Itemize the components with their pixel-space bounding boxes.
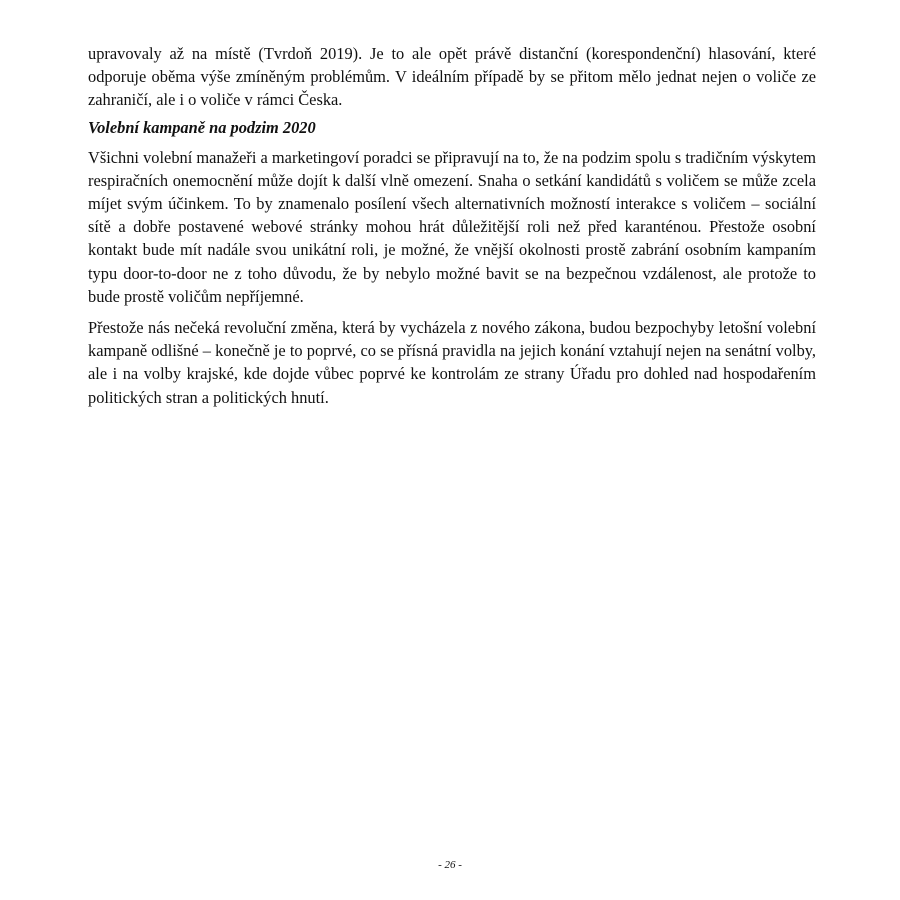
text-column: [88, 42, 816, 409]
paragraph-campaign-rules: Přestože nás nečeká revoluční změna, která by vycházela z nového zákona, budou bezpochyby letošní volební kampaně odlišné – konečně je to poprvé, co se přísná pravidla na jejich konání vztahují nejen na senátní volby, ale i na volby krajské, kde dojde vůbec poprvé ke kontrolám ze strany Úřadu pro dohled nad hospodařením politických stran a politických hnutí.: [88, 318, 816, 407]
paragraph-continued: upravovaly až na místě (Tvrdoň 2019). Je to ale opět právě distanční (korespondenční) hlasování, které odporuje oběma výše zmíněným problémům. V ideálním případě by se přitom mělo jednat nejen o voliče ze zahraničí, ale i o voliče v rámci Česka.: [88, 44, 816, 110]
section-heading: Volební kampaně na podzim 2020: [88, 117, 316, 137]
page-number: - 26 -: [438, 859, 462, 871]
paragraph-campaign-preparation: Všichni volební manažeři a marketingoví poradci se připravují na to, že na podzim spolu s tradičním výskytem respiračních onemocnění může dojít k další vlně omezení. Snaha o setkání kandidátů s voličem se může zcela míjet svým účinkem. To by znamenalo posílení všech alternativních možností interakce s voličem – sociální sítě a dobře postavené webové stránky mohou hrát důležitější roli než před karanténou. Přestože osobní kontakt bude mít nadále svou unikátní roli, je možné, že vnější okolnosti prostě zabrání osobním kampaním typu door-to-door ne z toho důvodu, že by nebylo možné bavit se na bezpečnou vzdálenost, ale protože to bude prostě voličům nepříjemné.: [88, 147, 816, 306]
